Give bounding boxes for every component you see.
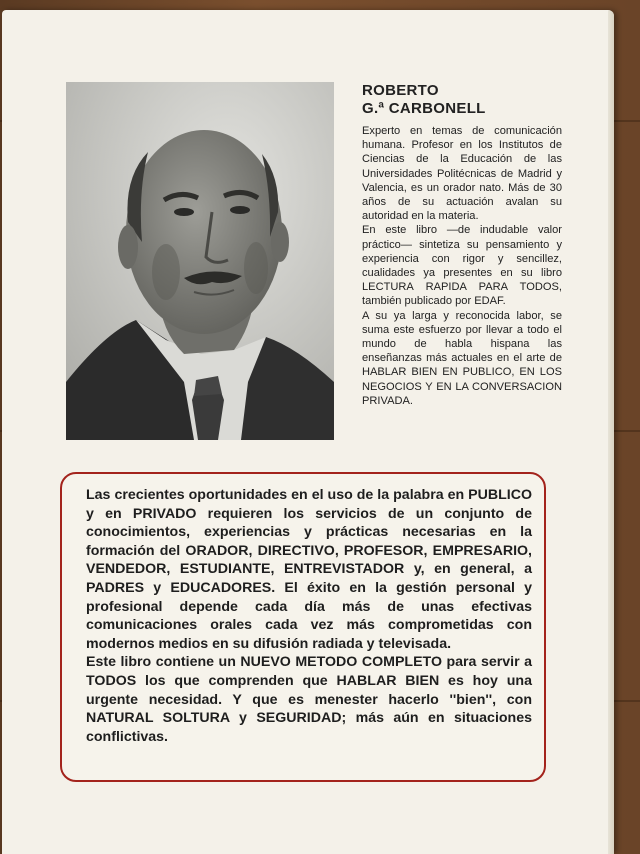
bio-paragraph: Experto en temas de comunicación humana. Profesor en los Institutos de Ciencias de la Educación de las Universidades Politécnicas de Madrid y Valencia, es un orador nato. Más de 30 años de su actuación avalan su autoridad en la materia. [362,125,562,223]
author-first-name: ROBERTO [362,82,439,99]
blurb-paragraph: Este libro contiene un NUEVO METODO COMPLETO para servir a TODOS los que comprenden que HABLAR BIEN es hoy una urgente necesidad. Y que es menester hacerlo ''bien'', con NATURAL SOLTURA y SEGURIDAD; más aún en situaciones conflictivas. [86,654,532,745]
author-bio-column [362,82,562,408]
author-name [362,82,562,118]
author-surname: G.ª CARBONELL [362,100,486,117]
author-bio [362,124,562,408]
cover-edge [608,10,614,854]
blurb-paragraph: Las crecientes oportunidades en el uso de la palabra en PUBLICO y en PRIVADO requieren los servicios de un conjunto de conocimientos, experiencias y prácticas necesarias en la formación del ORADOR, DIRECTIVO, PROFESOR, EMPRESARIO, VENDEDOR, ESTUDIANTE, ENTREVISTADOR y, en general, a PADRES y EDUCADORES. El éxito en la gestión personal y profesional depende cada día más de unas efectivas comunicaciones orales cada vez más comprometidas con modernos medios en su difusión radiada y televisada. [86,487,532,652]
bio-paragraph: En este libro —de indudable valor práctico— sintetiza su pensamiento y experiencia con rigor y sencillez, cualidades ya presentes en su libro LECTURA RAPIDA PARA TODOS, también publicado por EDAF. [362,224,562,308]
author-portrait-drawing [66,82,334,440]
blurb-frame [60,472,546,782]
bio-paragraph: A su ya larga y reconocida labor, se suma este esfuerzo por llevar a todo el mundo de habla hispana las enseñanzas más actuales en el arte de HABLAR BIEN EN PUBLICO, EN LOS NEGOCIOS Y EN LA CONVERSACION PRIVADA. [362,309,562,407]
author-portrait [66,82,334,440]
